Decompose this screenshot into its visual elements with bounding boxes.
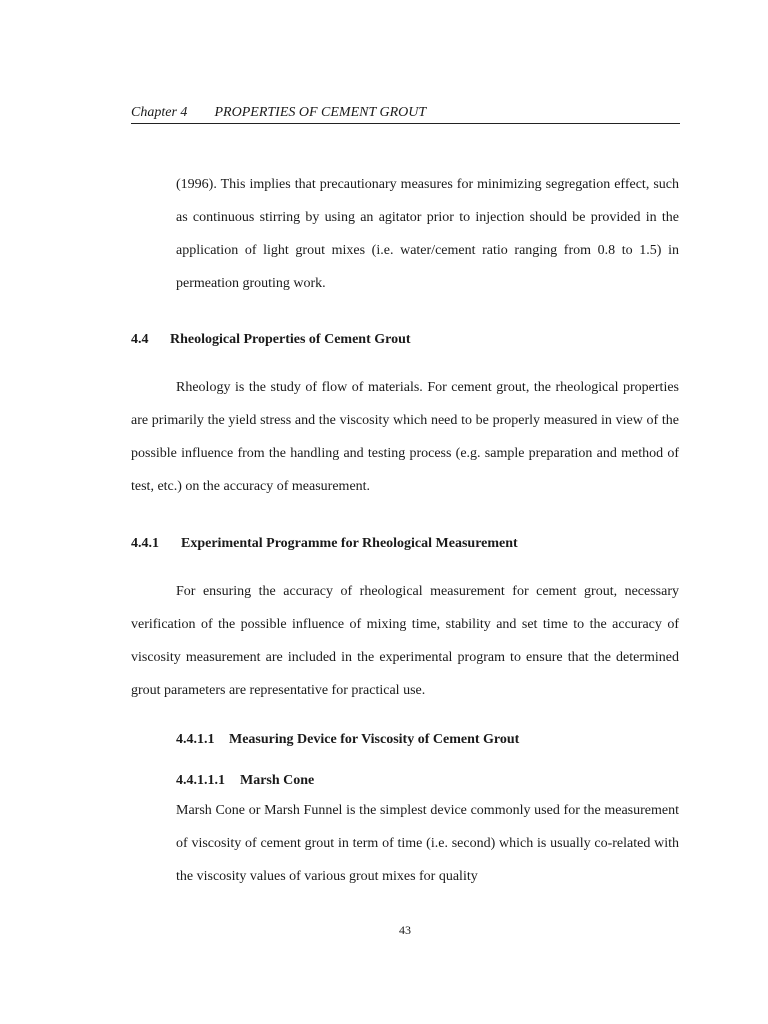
paragraph-text: For ensuring the accuracy of rheological measurement for cement grout, necessary verification of the possible influence of mixing time, stability and set time to the accuracy of viscosity measurement are included in the experimental program to ensure that the determined grout parameters are representative for practical use.: [131, 584, 679, 698]
section-title: Experimental Programme for Rheological Measurement: [181, 536, 518, 551]
section-heading-4-4-1-1-1: [176, 772, 314, 790]
header-title: PROPERTIES OF CEMENT GROUT: [214, 105, 427, 120]
section-heading-4-4-1-1: [176, 731, 519, 749]
paragraph-marsh-cone: [176, 794, 679, 893]
section-title: Measuring Device for Viscosity of Cement Grout: [229, 732, 520, 747]
section-heading-4-4-1: [131, 535, 518, 553]
section-title: Rheological Properties of Cement Grout: [170, 332, 411, 347]
paragraph-text: (1996). This implies that precautionary measures for minimizing segregation effect, such as continuous stirring by using an agitator prior to injection should be provided in the application of light grout mixes (i.e. water/cement ratio ranging from 0.8 to 1.5) in permeation grouting work.: [176, 177, 679, 291]
header-chapter: Chapter 4: [131, 105, 188, 120]
section-number: 4.4: [131, 332, 149, 347]
page-number: 43: [399, 923, 411, 937]
paragraph-text: Rheology is the study of flow of materials. For cement grout, the rheological properties are primarily the yield stress and the viscosity which need to be properly measured in view of the possible influence from the handling and testing process (e.g. sample preparation and method of test, etc.) on the accuracy of measurement.: [131, 380, 679, 494]
running-header: [131, 104, 680, 124]
paragraph-rheology: [131, 371, 679, 503]
section-number: 4.4.1.1: [176, 732, 215, 747]
paragraph-continuation: [176, 168, 679, 300]
paragraph-experimental: [131, 575, 679, 707]
section-number: 4.4.1.1.1: [176, 773, 225, 788]
section-number: 4.4.1: [131, 536, 159, 551]
section-heading-4-4: [131, 331, 411, 349]
section-title: Marsh Cone: [240, 773, 315, 788]
paragraph-text: Marsh Cone or Marsh Funnel is the simplest device commonly used for the measurement of viscosity of cement grout in term of time (i.e. second) which is usually co-related with the viscosity values of various grout mixes for quality: [176, 803, 679, 884]
